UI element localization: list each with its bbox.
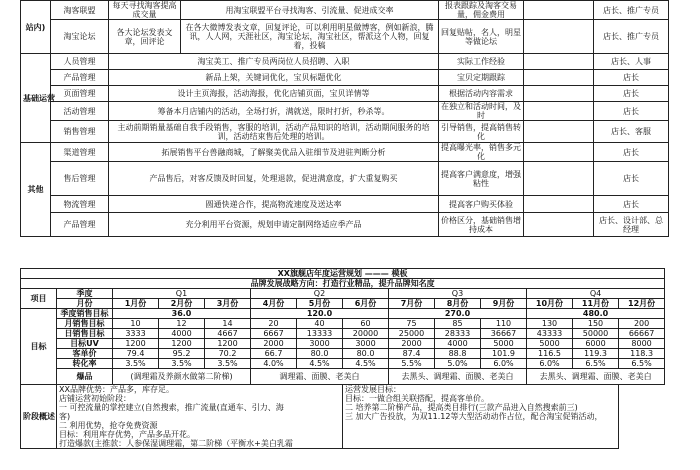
metric-cell: 60 xyxy=(343,319,389,329)
metric-cell: 66667 xyxy=(619,329,665,339)
metric-cell: 150 xyxy=(573,319,619,329)
month-cell: 8月份 xyxy=(435,299,481,309)
responsible-cell: 店长、人事 xyxy=(594,54,669,70)
page-title: XX旗舰店年度运营规划 ——— 模板 xyxy=(21,269,665,279)
metric-cell: 118.3 xyxy=(619,349,665,359)
metric-cell: 1200 xyxy=(205,339,251,349)
description-cell: 充分利用平台资源，规划申请定制网络适应季产品 xyxy=(109,213,439,237)
metric-row xyxy=(21,359,665,369)
metric-cell: 4.0% xyxy=(251,359,297,369)
table-row xyxy=(21,162,669,196)
stage-line: XX品牌优势：产品多，库存足。 xyxy=(59,385,174,394)
stage-q1-cell xyxy=(57,385,343,449)
metric-cell: 130 xyxy=(527,319,573,329)
blank-cell xyxy=(524,102,594,121)
metric-cell: 4000 xyxy=(159,329,205,339)
note-cell: 实际工作经验 xyxy=(439,54,524,70)
note-cell: 根据活动内容需求 xyxy=(439,86,524,102)
product-row xyxy=(21,369,665,385)
metric-cell: 116.5 xyxy=(527,349,573,359)
strategy-text: 品牌发展战略方向：打造行业精品，提升品牌知名度 xyxy=(21,279,665,289)
metric-row xyxy=(21,319,665,329)
month-header-row xyxy=(21,299,665,309)
category-cell: 站内) xyxy=(21,1,51,54)
month-cell: 5月份 xyxy=(297,299,343,309)
blank-cell xyxy=(524,54,594,70)
blank-cell xyxy=(524,70,594,86)
item-cell: 产品管理 xyxy=(51,70,109,86)
metric-cell: 5000 xyxy=(527,339,573,349)
goal-cell: 各大论坛发表文章，回评论 xyxy=(109,20,181,54)
item-cell: 售后管理 xyxy=(51,162,109,196)
season-target-cell: 120.0 xyxy=(251,309,389,319)
blank-cell xyxy=(524,1,594,20)
metric-cell: 200 xyxy=(619,319,665,329)
description-cell: 拓展销售平台兽融商城，了解聚美优品入驻细节及进驻判断分析 xyxy=(109,143,439,162)
metric-cell: 6.5% xyxy=(619,359,665,369)
stage-line: 运营发展目标： xyxy=(345,385,401,394)
description-cell: 淘宝美工、推广专员两岗位人员招聘、入职 xyxy=(109,54,439,70)
metric-row xyxy=(21,349,665,359)
metric-cell: 80.0 xyxy=(297,349,343,359)
goal-cell: 每天寻找淘客提高成交量 xyxy=(109,1,181,20)
table-row xyxy=(21,196,669,213)
responsible-cell: 店长、客服 xyxy=(594,121,669,143)
table-row xyxy=(21,54,669,70)
metric-cell: 20000 xyxy=(343,329,389,339)
product-label: 爆品 xyxy=(57,369,113,385)
metric-cell: 119.3 xyxy=(573,349,619,359)
target-label: 目标 xyxy=(21,309,57,385)
stage-row xyxy=(21,385,665,449)
season-target-cell: 270.0 xyxy=(389,309,527,319)
description-cell: 产品售后，对客反馈及时回复，处理退款，促进满意度，扩大重复购买 xyxy=(109,162,439,196)
item-cell: 页面管理 xyxy=(51,86,109,102)
metric-cell: 50000 xyxy=(573,329,619,339)
stage-label: 阶段概述 xyxy=(21,385,57,449)
table-row xyxy=(21,121,669,143)
metric-cell: 80.0 xyxy=(343,349,389,359)
stage-q4-cell xyxy=(343,385,619,449)
metric-cell: 2000 xyxy=(389,339,435,349)
item-cell: 渠道管理 xyxy=(51,143,109,162)
responsible-cell: 店长、设计部、总经理 xyxy=(594,213,669,237)
month-cell: 10月份 xyxy=(527,299,573,309)
project-header: 项目 xyxy=(21,289,57,309)
season-target-row xyxy=(21,309,665,319)
responsible-cell: 店长 xyxy=(594,196,669,213)
blank-cell xyxy=(524,143,594,162)
note-cell: 提高曝光率，销售多元化 xyxy=(439,143,524,162)
stage-line: 三 加大广告投放，为双11.12等大型活动动作占位，配合淘宝促销活动， xyxy=(345,412,603,421)
strategy-row xyxy=(21,279,665,289)
stage-line: 一 可控流量的掌控建立(自然搜索，推广流量(直通车、引力、海 xyxy=(59,403,284,412)
metric-cell: 110 xyxy=(481,319,527,329)
stage-line: 目标：利用库存优势，产品多品开花。 xyxy=(59,430,195,439)
description-cell: 设计主页海报，活动海报，优化店铺页面，宝贝详情等 xyxy=(109,86,439,102)
quarter-header-row xyxy=(21,289,665,299)
table-row xyxy=(21,102,669,121)
month-cell: 3月份 xyxy=(205,299,251,309)
product-cell: 调理霜、面膜、老美白 xyxy=(251,369,389,385)
quarter-cell: Q3 xyxy=(389,289,527,299)
metric-cell: 8000 xyxy=(619,339,665,349)
product-cell: (调理霜及养颜水做第二阶梯) xyxy=(113,369,251,385)
blank-cell xyxy=(524,86,594,102)
description-cell: 筹备本月店铺内的活动，全场打折，满就送，限时打折，秒杀等。 xyxy=(109,102,439,121)
table-row xyxy=(21,143,669,162)
month-cell: 4月份 xyxy=(251,299,297,309)
metric-cell: 6.0% xyxy=(481,359,527,369)
metric-cell: 1200 xyxy=(113,339,159,349)
stage-line: 目标：一做合组关联搭配，提高客单价。 xyxy=(345,394,489,403)
stage-line: 客) xyxy=(59,412,71,421)
metric-cell: 5000 xyxy=(481,339,527,349)
metric-cell: 66.7 xyxy=(251,349,297,359)
item-cell: 淘客联盟 xyxy=(51,1,109,20)
description-cell: 用淘宝联盟平台寻找淘客、引流量、促进成交率 xyxy=(181,1,439,20)
month-cell: 2月份 xyxy=(159,299,205,309)
metric-cell: 5.0% xyxy=(435,359,481,369)
note-cell: 价格区分，基础销售增持成本 xyxy=(439,213,524,237)
month-cell: 9月份 xyxy=(481,299,527,309)
metric-label: 客单价 xyxy=(57,349,113,359)
table-row xyxy=(21,213,669,237)
description-cell: 圆通快递合作，提高物流速度及送达率 xyxy=(109,196,439,213)
note-cell: 提高客户满意度，增强粘性 xyxy=(439,162,524,196)
metric-cell: 87.4 xyxy=(389,349,435,359)
metric-cell: 3.5% xyxy=(113,359,159,369)
responsible-cell: 店长 xyxy=(594,70,669,86)
season-target-label: 季度销售目标 xyxy=(57,309,113,319)
table-row xyxy=(21,70,669,86)
stage-line: 打造爆款(主推款：人参保湿调理霜，第二阶梯（平衡水+美白乳霜 xyxy=(59,439,293,448)
operations-plan-table xyxy=(20,0,669,237)
note-cell: 宝贝定期跟踪 xyxy=(439,70,524,86)
metric-cell: 1200 xyxy=(159,339,205,349)
category-cell: 基础运营 xyxy=(21,54,51,143)
metric-label: 目标UV xyxy=(57,339,113,349)
metric-cell: 4667 xyxy=(205,329,251,339)
season-target-cell: 36.0 xyxy=(113,309,251,319)
table-row xyxy=(21,1,669,20)
responsible-cell: 店长 xyxy=(594,162,669,196)
responsible-cell: 店长、推广专员 xyxy=(594,20,669,54)
metric-cell: 28333 xyxy=(435,329,481,339)
metric-cell: 3.5% xyxy=(159,359,205,369)
stage-line: 二 利用优势，抢夺免费资源 xyxy=(59,421,158,430)
metric-cell: 101.9 xyxy=(481,349,527,359)
metric-cell: 43333 xyxy=(527,329,573,339)
blank-cell xyxy=(524,20,594,54)
item-cell: 销售管理 xyxy=(51,121,109,143)
metric-cell: 79.4 xyxy=(113,349,159,359)
description-cell: 主动前期销量基础自我手段销售，客服的培训，活动产品知识的培训，活动期间服务的培训，活动结束售后处理的培训。 xyxy=(109,121,439,143)
quarter-cell: Q4 xyxy=(527,289,665,299)
note-cell: 报表跟踪及淘客交易量，佣金费用 xyxy=(439,1,524,20)
metric-cell: 85 xyxy=(435,319,481,329)
metric-cell: 3333 xyxy=(113,329,159,339)
item-cell: 活动管理 xyxy=(51,102,109,121)
blank-cell xyxy=(524,196,594,213)
season-target-cell: 480.0 xyxy=(527,309,665,319)
metric-cell: 4.5% xyxy=(343,359,389,369)
month-header: 月份 xyxy=(57,299,113,309)
metric-cell: 6667 xyxy=(251,329,297,339)
blank-cell xyxy=(524,213,594,237)
month-cell: 7月份 xyxy=(389,299,435,309)
metric-cell: 4000 xyxy=(435,339,481,349)
responsible-cell: 店长、推广专员 xyxy=(594,1,669,20)
metric-cell: 6.5% xyxy=(573,359,619,369)
product-cell: 去黑头、调理霜、面膜、老美白 xyxy=(389,369,527,385)
note-cell: 回复贴帖，名人，明星等做论坛 xyxy=(439,20,524,54)
metric-label: 转化率 xyxy=(57,359,113,369)
metric-label: 月销售目标 xyxy=(57,319,113,329)
metric-cell: 70.2 xyxy=(205,349,251,359)
table-row xyxy=(21,86,669,102)
metric-cell: 4.5% xyxy=(297,359,343,369)
month-cell: 12月份 xyxy=(619,299,665,309)
month-cell: 1月份 xyxy=(113,299,159,309)
metric-cell: 6.0% xyxy=(527,359,573,369)
responsible-cell: 店长 xyxy=(594,102,669,121)
title-row xyxy=(21,269,665,279)
category-cell: 其他 xyxy=(21,143,51,237)
metric-cell: 3000 xyxy=(343,339,389,349)
stage-line: 二 培养第二阶梯产品，提高类目排行(三款产品进入自然搜索前三) xyxy=(345,403,578,412)
month-cell: 6月份 xyxy=(343,299,389,309)
metric-cell: 95.2 xyxy=(159,349,205,359)
responsible-cell: 店长 xyxy=(594,143,669,162)
metric-row xyxy=(21,339,665,349)
quarter-cell: Q2 xyxy=(251,289,389,299)
metric-cell: 40 xyxy=(297,319,343,329)
metric-cell: 10 xyxy=(113,319,159,329)
metric-cell: 3000 xyxy=(297,339,343,349)
product-cell: 去黑头、调理霜、面膜、老美白 xyxy=(527,369,665,385)
annual-plan-table xyxy=(20,268,665,449)
metric-cell: 36667 xyxy=(481,329,527,339)
metric-cell: 13333 xyxy=(297,329,343,339)
quarter-cell: Q1 xyxy=(113,289,251,299)
item-cell: 产品管理 xyxy=(51,213,109,237)
stage-line: 店铺运营初始阶段： xyxy=(59,394,131,403)
metric-cell: 2000 xyxy=(251,339,297,349)
metric-cell: 25000 xyxy=(389,329,435,339)
metric-cell: 75 xyxy=(389,319,435,329)
metric-cell: 88.8 xyxy=(435,349,481,359)
responsible-cell: 店长 xyxy=(594,86,669,102)
description-cell: 新品上架，关键词优化，宝贝标题优化 xyxy=(109,70,439,86)
metric-cell: 5.5% xyxy=(389,359,435,369)
table-row xyxy=(21,20,669,54)
metric-cell: 20 xyxy=(251,319,297,329)
metric-row xyxy=(21,329,665,339)
metric-cell: 3.5% xyxy=(205,359,251,369)
blank-cell xyxy=(524,121,594,143)
note-cell: 引导销售，提高销售转化 xyxy=(439,121,524,143)
metric-cell: 12 xyxy=(159,319,205,329)
description-cell: 在各大微博发表文章，回复评论，可以利用明星做博客，例如新浪，腾讯，人人网，天涯社区，淘宝论坛，淘宝社区，帮派这个人物，回复着，投稿 xyxy=(181,20,439,54)
item-cell: 物流管理 xyxy=(51,196,109,213)
note-cell: 在独立和活动时间，及时 xyxy=(439,102,524,121)
metric-cell: 14 xyxy=(205,319,251,329)
season-header: 季度 xyxy=(57,289,113,299)
month-cell: 11月份 xyxy=(573,299,619,309)
blank-cell xyxy=(524,162,594,196)
metric-cell: 6000 xyxy=(573,339,619,349)
metric-label: 日销售目标 xyxy=(57,329,113,339)
note-cell: 提高客户购买体验 xyxy=(439,196,524,213)
item-cell: 人员管理 xyxy=(51,54,109,70)
item-cell: 淘宝论坛 xyxy=(51,20,109,54)
